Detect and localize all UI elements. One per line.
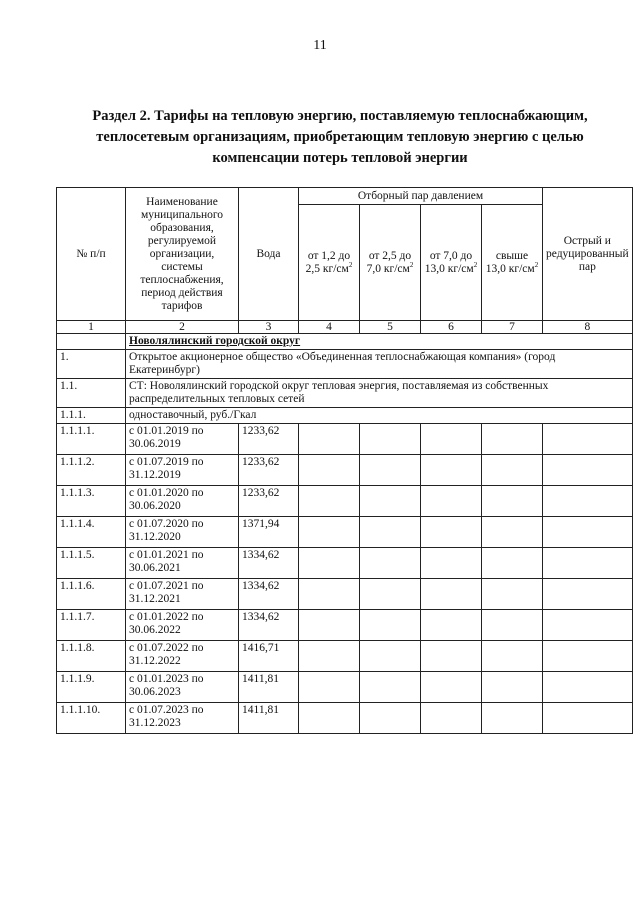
row-pressure-3-value — [421, 610, 482, 641]
superscript: 2 — [409, 260, 414, 269]
column-number: 4 — [299, 321, 360, 334]
row-pressure-2-value — [360, 424, 421, 455]
row-num: 1.1.1.9. — [57, 672, 126, 703]
row-pressure-2-value — [360, 517, 421, 548]
pressure-label: от 1,2 до 2,5 кг/см — [305, 249, 351, 275]
row-pressure-2-value — [360, 548, 421, 579]
row-period: с 01.07.2020 по 31.12.2020 — [126, 517, 239, 548]
column-number: 6 — [421, 321, 482, 334]
row-pressure-1-value — [299, 703, 360, 734]
system-row — [57, 379, 633, 408]
header-sharp-steam: Острый и редуцированный пар — [543, 188, 633, 321]
row-water-value: 1233,62 — [239, 455, 299, 486]
row-water-value: 1334,62 — [239, 579, 299, 610]
row-water-value: 1334,62 — [239, 610, 299, 641]
row-sharp-steam-value — [543, 424, 633, 455]
row-period: с 01.01.2021 по 30.06.2021 — [126, 548, 239, 579]
row-num: 1.1.1.6. — [57, 579, 126, 610]
row-pressure-3-value — [421, 641, 482, 672]
row-pressure-1-value — [299, 610, 360, 641]
row-sharp-steam-value — [543, 672, 633, 703]
table-row — [57, 517, 633, 548]
row-pressure-3-value — [421, 517, 482, 548]
row-pressure-4-value — [482, 579, 543, 610]
region-num-cell — [57, 334, 126, 350]
row-pressure-3-value — [421, 455, 482, 486]
row-sharp-steam-value — [543, 455, 633, 486]
region-name: Новолялинский городской округ — [126, 334, 633, 350]
title-line: теплосетевым организациям, приобретающим тепловую энергию с целью — [96, 129, 584, 145]
row-water-value: 1411,81 — [239, 672, 299, 703]
row-pressure-1-value — [299, 672, 360, 703]
row-period: с 01.01.2022 по 30.06.2022 — [126, 610, 239, 641]
pressure-label: свыше 13,0 кг/см — [485, 249, 535, 275]
row-pressure-4-value — [482, 641, 543, 672]
row-pressure-4-value — [482, 455, 543, 486]
row-water-value: 1411,81 — [239, 703, 299, 734]
row-num: 1.1.1.7. — [57, 610, 126, 641]
row-pressure-3-value — [421, 672, 482, 703]
title-line: Раздел 2. Тарифы на тепловую энергию, поставляемую теплоснабжающим, — [92, 108, 588, 124]
header-pressure-3 — [421, 205, 482, 321]
row-water-value: 1233,62 — [239, 486, 299, 517]
superscript: 2 — [473, 260, 478, 269]
row-period: с 01.07.2022 по 31.12.2022 — [126, 641, 239, 672]
table-row — [57, 455, 633, 486]
row-pressure-1-value — [299, 455, 360, 486]
row-period: с 01.07.2023 по 31.12.2023 — [126, 703, 239, 734]
system-name: СТ: Новолялинский городской округ тепловая энергия, поставляемая из собственных распределительных тепловых сетей — [126, 379, 633, 408]
tariff-type-row — [57, 408, 633, 424]
row-num: 1.1.1.3. — [57, 486, 126, 517]
row-sharp-steam-value — [543, 641, 633, 672]
row-num: 1.1.1.8. — [57, 641, 126, 672]
header-pressure-1 — [299, 205, 360, 321]
row-pressure-4-value — [482, 486, 543, 517]
table-row — [57, 486, 633, 517]
header-water: Вода — [239, 188, 299, 321]
pressure-label: от 2,5 до 7,0 кг/см — [366, 249, 412, 275]
row-num: 1.1.1.1. — [57, 424, 126, 455]
row-sharp-steam-value — [543, 548, 633, 579]
column-number: 3 — [239, 321, 299, 334]
row-water-value: 1334,62 — [239, 548, 299, 579]
table-row — [57, 424, 633, 455]
header-num: № п/п — [57, 188, 126, 321]
row-pressure-4-value — [482, 424, 543, 455]
row-pressure-2-value — [360, 579, 421, 610]
column-number: 5 — [360, 321, 421, 334]
row-num: 1.1.1.5. — [57, 548, 126, 579]
row-pressure-1-value — [299, 548, 360, 579]
header-pressure-4 — [482, 205, 543, 321]
row-num: 1.1.1.10. — [57, 703, 126, 734]
row-pressure-3-value — [421, 579, 482, 610]
row-water-value: 1233,62 — [239, 424, 299, 455]
table-row — [57, 579, 633, 610]
column-number: 7 — [482, 321, 543, 334]
row-pressure-3-value — [421, 486, 482, 517]
row-period: с 01.01.2019 по 30.06.2019 — [126, 424, 239, 455]
table-row — [57, 641, 633, 672]
row-period: с 01.07.2021 по 31.12.2021 — [126, 579, 239, 610]
row-pressure-3-value — [421, 548, 482, 579]
section-title — [60, 106, 620, 169]
row-pressure-4-value — [482, 548, 543, 579]
pressure-label: от 7,0 до 13,0 кг/см — [424, 249, 474, 275]
row-pressure-3-value — [421, 703, 482, 734]
row-water-value: 1371,94 — [239, 517, 299, 548]
org-num: 1. — [57, 350, 126, 379]
header-row — [57, 188, 633, 205]
row-pressure-1-value — [299, 579, 360, 610]
org-row — [57, 350, 633, 379]
row-period: с 01.07.2019 по 31.12.2019 — [126, 455, 239, 486]
column-number: 2 — [126, 321, 239, 334]
row-pressure-4-value — [482, 672, 543, 703]
table-row — [57, 703, 633, 734]
column-number: 8 — [543, 321, 633, 334]
header-pressure-2 — [360, 205, 421, 321]
system-num: 1.1. — [57, 379, 126, 408]
row-pressure-1-value — [299, 517, 360, 548]
table-row — [57, 610, 633, 641]
row-pressure-2-value — [360, 672, 421, 703]
row-pressure-1-value — [299, 486, 360, 517]
row-water-value: 1416,71 — [239, 641, 299, 672]
column-numbers-row — [57, 321, 633, 334]
org-name: Открытое акционерное общество «Объединенная теплоснабжающая компания» (город Екатеринбург) — [126, 350, 633, 379]
superscript: 2 — [348, 260, 353, 269]
table-row — [57, 672, 633, 703]
title-line: компенсации потерь тепловой энергии — [212, 150, 468, 166]
page-number: 11 — [313, 38, 327, 53]
tariff-type-name: одноставочный, руб./Гкал — [126, 408, 633, 424]
row-period: с 01.01.2023 по 30.06.2023 — [126, 672, 239, 703]
row-pressure-4-value — [482, 517, 543, 548]
row-pressure-2-value — [360, 703, 421, 734]
row-sharp-steam-value — [543, 517, 633, 548]
row-pressure-4-value — [482, 703, 543, 734]
row-sharp-steam-value — [543, 486, 633, 517]
row-sharp-steam-value — [543, 610, 633, 641]
header-name: Наименование муниципального образования, регулируемой организации, системы теплоснабжения, период действия тарифов — [126, 188, 239, 321]
row-pressure-1-value — [299, 424, 360, 455]
row-pressure-2-value — [360, 486, 421, 517]
tariff-type-num: 1.1.1. — [57, 408, 126, 424]
tariff-table — [56, 187, 633, 734]
row-num: 1.1.1.4. — [57, 517, 126, 548]
row-pressure-1-value — [299, 641, 360, 672]
region-row — [57, 334, 633, 350]
row-pressure-2-value — [360, 641, 421, 672]
table-row — [57, 548, 633, 579]
row-pressure-2-value — [360, 455, 421, 486]
row-pressure-4-value — [482, 610, 543, 641]
header-steam-group: Отборный пар давлением — [299, 188, 543, 205]
superscript: 2 — [534, 260, 539, 269]
row-pressure-2-value — [360, 610, 421, 641]
row-sharp-steam-value — [543, 579, 633, 610]
row-sharp-steam-value — [543, 703, 633, 734]
column-number: 1 — [57, 321, 126, 334]
row-num: 1.1.1.2. — [57, 455, 126, 486]
row-period: с 01.01.2020 по 30.06.2020 — [126, 486, 239, 517]
row-pressure-3-value — [421, 424, 482, 455]
